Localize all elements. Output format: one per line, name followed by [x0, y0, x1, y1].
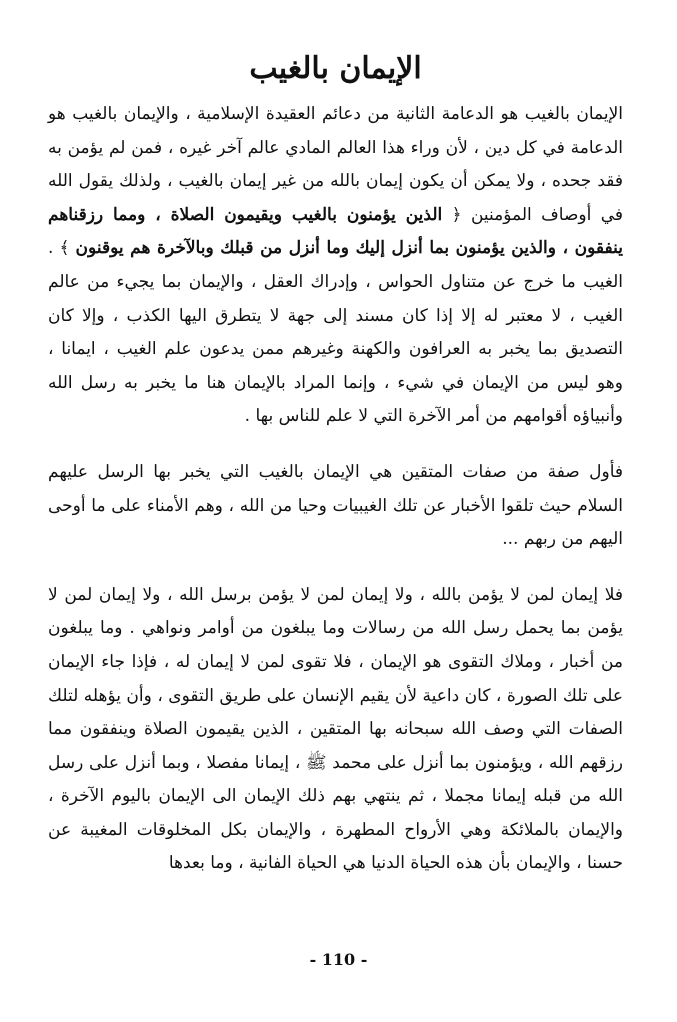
paragraph-no-faith: فلا إيمان لمن لا يؤمن بالله ، ولا إيمان لمن لا يؤمن برسل الله ، ولا إيمان لمن لا يؤمن بما يحمل رسل الله من رسالات وما يبلغون من أوامر ونواهي . وما يبلغون من أخبار ، وملاك التقوى هو الإيمان ، فلا تقوى لمن لا إيمان له ، فإذا جاء الإيمان على تلك الصورة ، كان داعية لأن يقيم الإنسان على طريق التقوى ، وأن يؤهله لتلك الصفات التي وصف الله سبحانه بها المتقين ، الذين يقيمون الصلاة وينفقون مما رزقهم الله ، ويؤمنون بما أنزل على محمد ﷺ ، إيمانا مفصلا ، وبما أنزل على رسل الله من قبله إيمانا مجملا ، ثم ينتهي بهم ذلك الإيمان الى الإيمان باليوم الآخرة ، والإيمان بالملائكة وهي الأرواح المطهرة ، والإيمان بكل المخلوقات المغيبة عن حسنا ، والإيمان بأن هذه الحياة الدنيا هي الحياة الفانية ، وما بعدها — [48, 584, 623, 874]
quran-verse: الذين يؤمنون بالغيب ويقيمون الصلاة ، ومما رزقناهم ينفقون ، والذين يؤمنون بما أنزل إليك وما أنزل من قبلك وبالآخرة هم يوقنون — [48, 204, 623, 259]
page-number: - 110 - — [309, 950, 368, 969]
paragraph-1-opening: الإيمان بالغيب هو الدعامة الثانية من دعائم العقيدة الإسلامية ، والإيمان بالغيب هو الدعامة في كل دين ، لأن وراء هذا العالم المادي عالم آخر غيره ، فمن لم يؤمن به فقد جحده ، ولا يمكن أن يكون إيمان بالله من غير إيمان بالغيب ، ولذلك يقول الله في أوصاف المؤمنين ﴿ — [48, 104, 623, 225]
paragraph-first-attribute: فأول صفة من صفات المتقين هي الإيمان بالغيب التي يخبر بها الرسل عليهم السلام حيث تلقوا الأخبار عن تلك الغيبيات وحيا من الله ، وهم الأمناء على ما أوحى اليهم من ربهم ... — [48, 461, 623, 550]
paragraph-1-closing: ﴾ . الغيب ما خرج عن متناول الحواس ، وإدراك العقل ، والإيمان بما يجيء من عالم الغيب ، لا معتبر له إلا إذا كان مسند إلى جهة لا يتطرق اليها الكذب ، وإلا كان التصديق بما يخبر به العرافون والكهنة وغيرهم ممن يدعون علم الغيب ، ايمانا ، وهو ليس من الإيمان في شيء ، وإنما المراد بالإيمان هنا ما يخبر به رسل الله وأنبياؤه أقوامهم من أمر الآخرة التي لا علم للناس بها . — [48, 238, 623, 427]
page-title: الإيمان بالغيب — [249, 51, 422, 86]
paragraph-faith-in-unseen — [48, 98, 623, 434]
